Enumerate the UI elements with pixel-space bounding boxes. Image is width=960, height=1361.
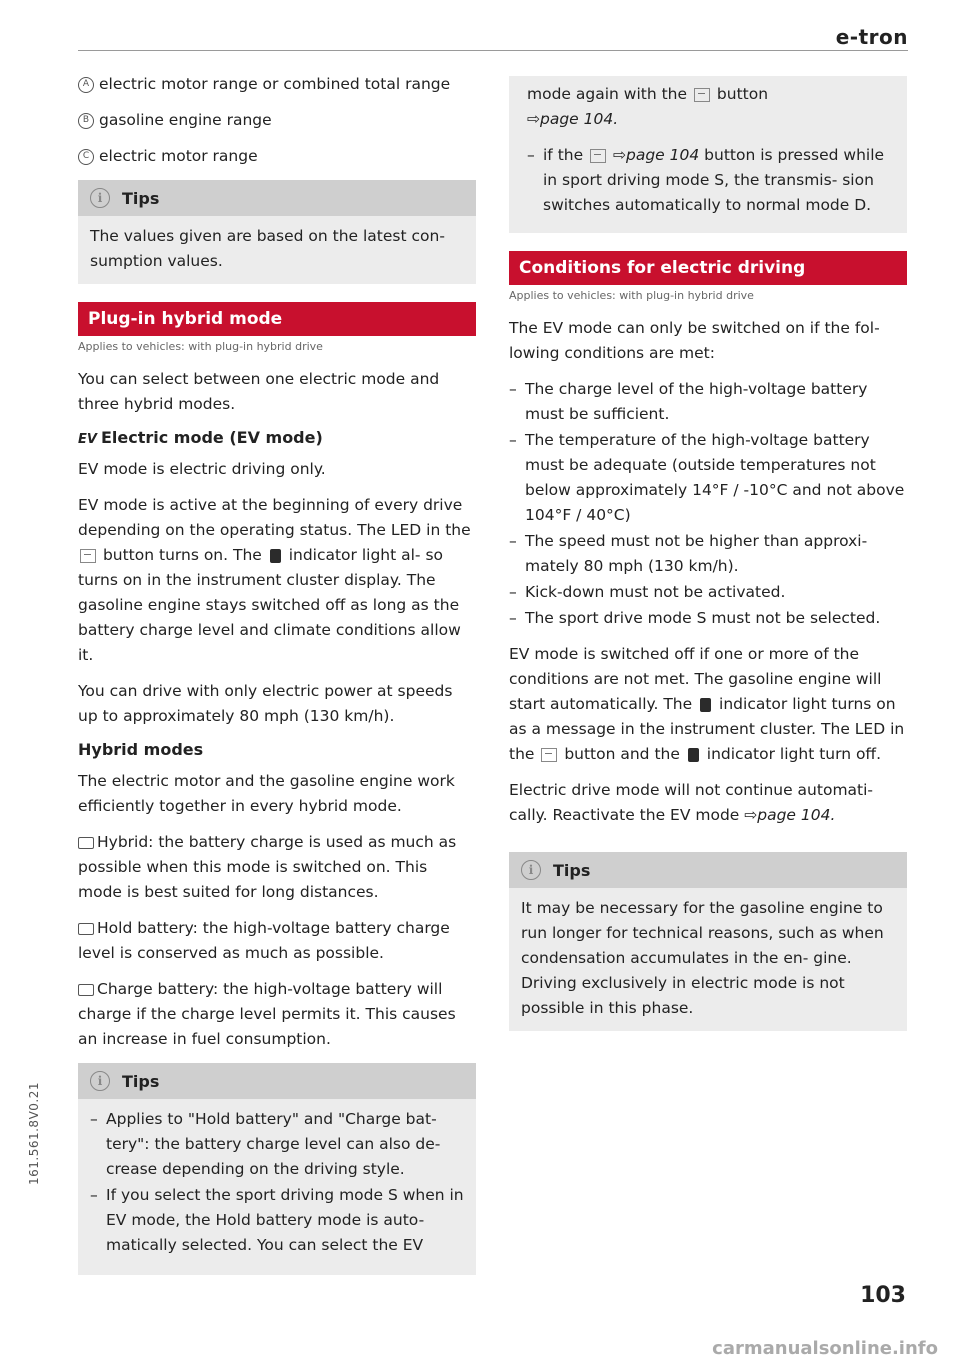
tips-header — [78, 180, 476, 216]
page-number: 103 — [860, 1283, 906, 1308]
applies-note: Applies to vehicles: with plug-in hybrid drive — [78, 340, 323, 353]
page-reference: ⇨page 104. — [744, 806, 836, 824]
ev-button-icon — [80, 549, 96, 563]
conditions-intro: The EV mode can only be switched on if the fol- lowing conditions are met: — [509, 319, 880, 362]
continuation-paragraph — [527, 82, 895, 132]
ev-button-icon — [541, 748, 557, 762]
legend-item-a — [78, 72, 476, 97]
marker-a-icon: A — [78, 77, 94, 93]
text-run: mode again with the — [527, 85, 688, 103]
left-column — [78, 72, 476, 1293]
continuation-list — [527, 143, 895, 218]
ev-paragraph-3: You can drive with only electric power at speeds up to approximately 80 mph (130 km/h). — [78, 682, 453, 725]
ev-paragraph-1: EV mode is electric driving only. — [78, 460, 326, 478]
page-reference: ⇨page 104 — [613, 146, 700, 164]
tips-title: Tips — [122, 188, 160, 208]
intro-paragraph: You can select between one electric mode and three hybrid modes. — [78, 370, 440, 413]
text-run: button — [716, 85, 769, 103]
tips-text: It may be necessary for the gasoline engine to run longer for technical reasons, such as when condensation accumulates in the en- gine. Driving exclusively in electric mode is not possible in this phase. — [521, 899, 884, 1017]
tips-box-2 — [78, 1063, 476, 1275]
section-heading-plug-in-hybrid: Plug-in hybrid mode — [78, 302, 476, 336]
section-heading-conditions: Conditions for electric driving — [509, 251, 907, 285]
text-run: button and the — [564, 745, 680, 763]
list-item: – The temperature of the high-voltage battery must be adequate (outside temperatures not below approximately 14°F / -10°C and not above 104°F / 40°C) — [509, 428, 907, 528]
text-run: indicator light turn off. — [706, 745, 882, 763]
right-column — [509, 72, 907, 1049]
hybrid-paragraph-3 — [78, 916, 476, 966]
info-icon: i — [90, 188, 110, 208]
page-reference: ⇨page 104. — [527, 110, 619, 128]
tips-box — [78, 180, 476, 284]
tips-text: The values given are based on the latest con- sumption values. — [90, 227, 445, 270]
watermark: carmanualsonline.info — [712, 1338, 938, 1359]
list-item: – The sport drive mode S must not be selected. — [509, 606, 907, 631]
ev-paragraph-2 — [78, 493, 476, 668]
list-item: – The charge level of the high-voltage battery must be sufficient. — [509, 377, 907, 427]
tips-title: Tips — [122, 1071, 160, 1091]
info-icon: i — [90, 1071, 110, 1091]
marker-b-icon: B — [78, 113, 94, 129]
hybrid-mode-icon — [78, 837, 94, 849]
text-run: Hybrid: the battery charge is used as much as possible when this mode is switched on. This mode is best suited for long distances. — [78, 833, 457, 901]
tips-box-3 — [509, 852, 907, 1031]
list-item: – Kick-down must not be activated. — [509, 580, 907, 605]
text-run: if the — [543, 146, 584, 164]
text-run: button turns on. The — [102, 546, 262, 564]
marker-c-icon: C — [78, 149, 94, 165]
reactivate-paragraph — [509, 778, 907, 828]
legend-item-c — [78, 144, 476, 169]
legend-text: gasoline engine range — [99, 111, 272, 129]
text-run: Electric drive mode will not continue automati- cally. Reactivate the EV mode — [509, 781, 874, 824]
ev-button-icon — [694, 88, 710, 102]
text-run: Hold battery: the high-voltage battery charge level is conserved as much as possible. — [78, 919, 450, 962]
document-code: 161.561.8V0.21 — [27, 1082, 41, 1185]
text-run: EV mode is active at the beginning of every drive depending on the operating status. The LED in the — [78, 496, 471, 539]
header-title: e-tron — [835, 25, 908, 49]
hybrid-paragraph-2 — [78, 830, 476, 905]
hybrid-modes-heading: Hybrid modes — [78, 740, 204, 759]
list-item: – If you select the sport driving mode S when in EV mode, the Hold battery mode is auto- matically selected. You can select the EV — [90, 1183, 464, 1258]
tips-title: Tips — [553, 860, 591, 880]
legend-text: electric motor range — [99, 147, 258, 165]
text-run: Charge battery: the high-voltage battery will charge if the charge level permits it. This causes an increase in fuel consumption. — [78, 980, 456, 1048]
tips-list — [90, 1107, 464, 1258]
tips-header — [78, 1063, 476, 1099]
legend-item-b — [78, 108, 476, 133]
hybrid-paragraph-4 — [78, 977, 476, 1052]
tips-continuation — [509, 76, 907, 233]
ev-heading-text: Electric mode (EV mode) — [100, 428, 323, 447]
list-item: – The speed must not be higher than approxi- mately 80 mph (130 km/h). — [509, 529, 907, 579]
ev-indicator-icon — [688, 748, 699, 762]
text-run: indicator light al- so turns on in the instrument cluster display. The gasoline engine stays switched off as long as the battery charge level and climate conditions allow it. — [78, 546, 461, 664]
legend-text: electric motor range or combined total range — [99, 75, 451, 93]
header-rule — [78, 50, 908, 51]
ev-mode-icon: EV — [78, 432, 97, 447]
ev-off-paragraph — [509, 642, 907, 767]
engine-indicator-icon — [700, 698, 711, 712]
list-item — [527, 143, 895, 218]
tips-body — [78, 216, 476, 284]
list-item: – Applies to "Hold battery" and "Charge bat- tery": the battery charge level can also de- crease depending on the driving style. — [90, 1107, 464, 1182]
ev-mode-heading — [78, 428, 476, 447]
text-run: EV mode is switched off if one or more of the conditions are not met. The gasoline engine will start automatically. The — [509, 645, 882, 713]
text-run: button is pressed while in sport driving mode S, the transmis- sion switches automatically to normal mode D. — [543, 146, 885, 214]
applies-note: Applies to vehicles: with plug-in hybrid drive — [509, 289, 754, 302]
info-icon: i — [521, 860, 541, 880]
ev-button-icon — [590, 149, 606, 163]
charge-battery-icon — [78, 984, 94, 996]
tips-header — [509, 852, 907, 888]
tips-body — [78, 1099, 476, 1275]
tips-body — [509, 888, 907, 1031]
conditions-list — [509, 377, 907, 631]
text-run: indicator light turns on as a message in the instrument cluster. The LED in the — [509, 695, 905, 763]
hybrid-paragraph-1: The electric motor and the gasoline engine work efficiently together in every hybrid mode. — [78, 772, 455, 815]
ev-indicator-icon — [270, 549, 281, 563]
hold-battery-icon — [78, 923, 94, 935]
